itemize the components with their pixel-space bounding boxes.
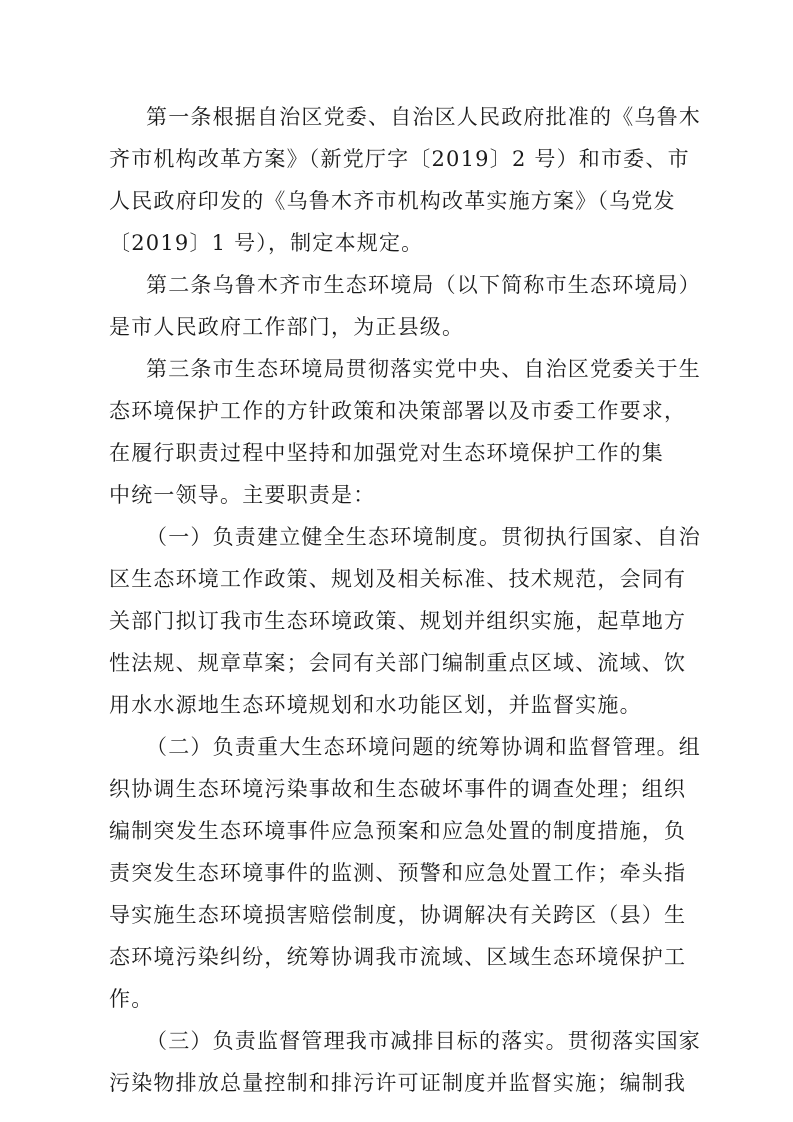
text-line: 区生态环境工作政策、规划及相关标准、技术规范，会同有 [109, 567, 687, 591]
text-line: 齐市机构改革方案》（新党厅字〔2019〕2 号）和市委、市 [109, 147, 690, 171]
text-line: 作。 [109, 987, 154, 1011]
text-line: 在履行职责过程中坚持和加强党对生态环境保护工作的集 [109, 441, 664, 465]
text-line: 第二条乌鲁木齐市生态环境局（以下简称市生态环境局） [146, 273, 701, 297]
text-line: 污染物排放总量控制和排污许可证制度并监督实施；编制我 [109, 1071, 687, 1095]
text-line: 关部门拟订我市生态环境政策、规划并组织实施，起草地方 [109, 609, 687, 633]
text-line: 编制突发生态环境事件应急预案和应急处置的制度措施，负 [109, 819, 687, 843]
text-line: 是市人民政府工作部门，为正县级。 [109, 315, 465, 339]
text-line: 第一条根据自治区党委、自治区人民政府批准的《乌鲁木 [146, 105, 701, 129]
text-line: 中统一领导。主要职责是： [109, 483, 376, 507]
text-line: 责突发生态环境事件的监测、预警和应急处置工作；牵头指 [109, 861, 687, 885]
text-line: 性法规、规章草案；会同有关部门编制重点区域、流域、饮 [109, 651, 687, 675]
text-line: （二）负责重大生态环境问题的统筹协调和监督管理。组 [146, 735, 701, 759]
text-line: 人民政府印发的《乌鲁木齐市机构改革实施方案》（乌党发 [109, 189, 676, 213]
text-line: 用水水源地生态环境规划和水功能区划，并监督实施。 [109, 693, 642, 717]
text-line: 态环境污染纠纷，统筹协调我市流域、区域生态环境保护工 [109, 945, 687, 969]
text-line: （一）负责建立健全生态环境制度。贯彻执行国家、自治 [146, 525, 701, 549]
text-line: 导实施生态环境损害赔偿制度，协调解决有关跨区（县）生 [109, 903, 687, 927]
text-line: 第三条市生态环境局贯彻落实党中央、自治区党委关于生 [146, 357, 701, 381]
text-line: （三）负责监督管理我市减排目标的落实。贯彻落实国家 [146, 1029, 701, 1053]
text-line: 〔2019〕1 号），制定本规定。 [109, 231, 424, 255]
text-line: 织协调生态环境污染事故和生态破坏事件的调查处理；组织 [109, 777, 687, 801]
text-line: 态环境保护工作的方针政策和决策部署以及市委工作要求， [109, 399, 687, 423]
